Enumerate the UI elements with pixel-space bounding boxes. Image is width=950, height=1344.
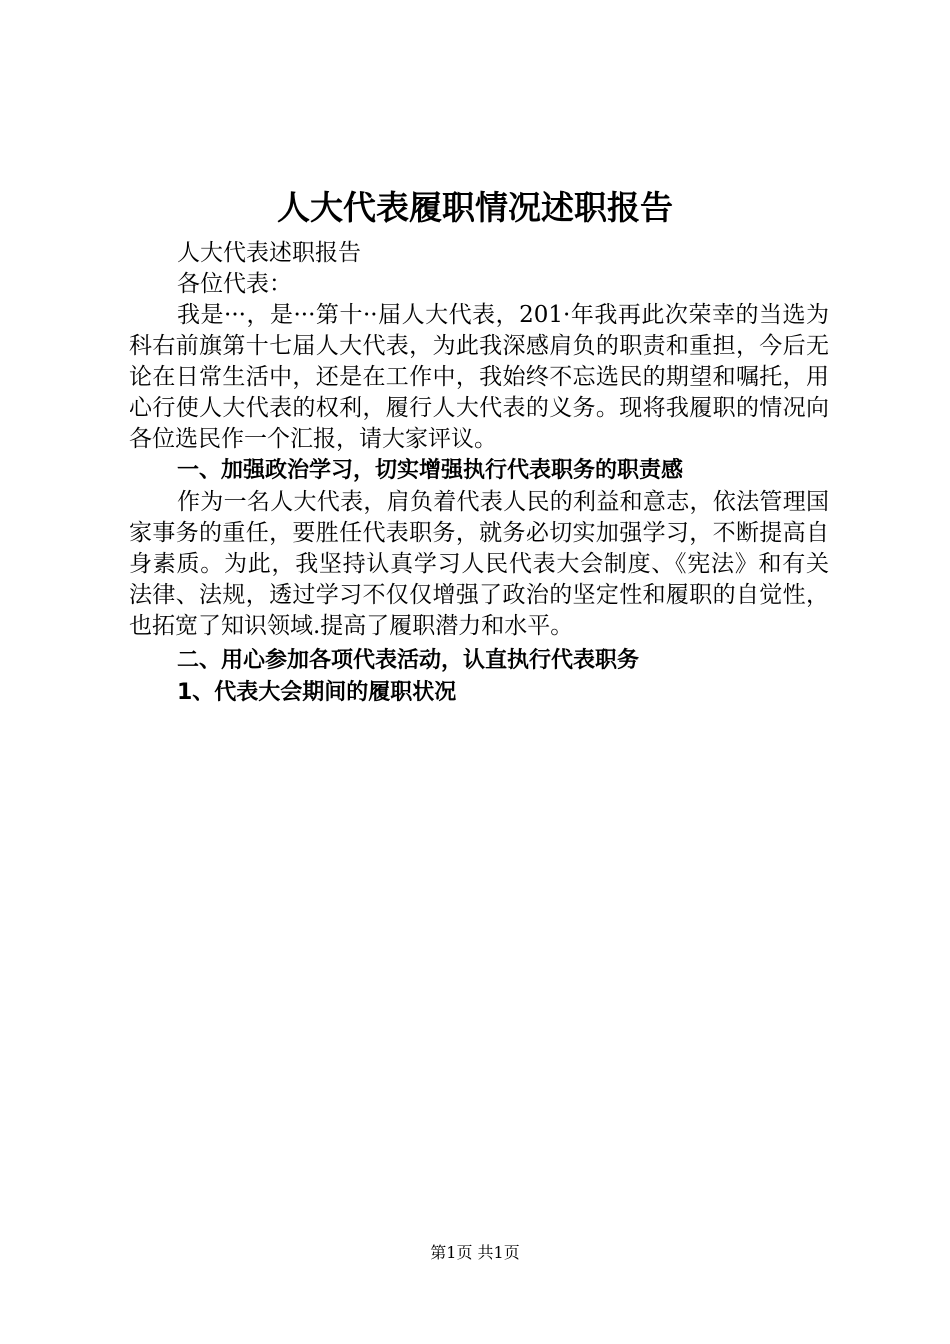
- intro-paragraph: 我是···，是···第十··届人大代表，201·年我再此次荣幸的当选为科右前旗第十七届人大代表，为此我深感肩负的职责和重担，今后无论在日常生活中，还是在工作中，我始终不忘选民的期望和嘱托，用心行使人大代表的权利，履行人大代表的义务。现将我履职的情况向各位选民作一个汇报，请大家评议。: [129, 302, 829, 452]
- subsection-heading-2-1: 1、代表大会期间的履职状况: [177, 680, 457, 705]
- salutation: 各位代表：: [177, 271, 292, 297]
- section-heading-2: 二、用心参加各项代表活动，认直执行代表职务: [177, 648, 640, 673]
- document-body: [129, 238, 829, 709]
- section-1-paragraph: 作为一名人大代表，肩负着代表人民的利益和意志，依法管理国家事务的重任，要胜任代表职务，就务必切实加强学习，不断提高自身素质。为此，我坚持认真学习人民代表大会制度、《宪法》和有关法律、法规，透过学习不仅仅增强了政治的坚定性和履职的自觉性，也拓宽了知识领域.提高了履职潜力和水平。: [129, 489, 829, 639]
- page-footer: 第1页 共1页: [430, 1243, 520, 1262]
- section-heading-1: 一、加强政治学习，切实增强执行代表职务的职责感: [177, 458, 684, 483]
- report-subtitle: 人大代表述职报告: [177, 240, 361, 266]
- document-title: 人大代表履职情况述职报告: [277, 188, 673, 227]
